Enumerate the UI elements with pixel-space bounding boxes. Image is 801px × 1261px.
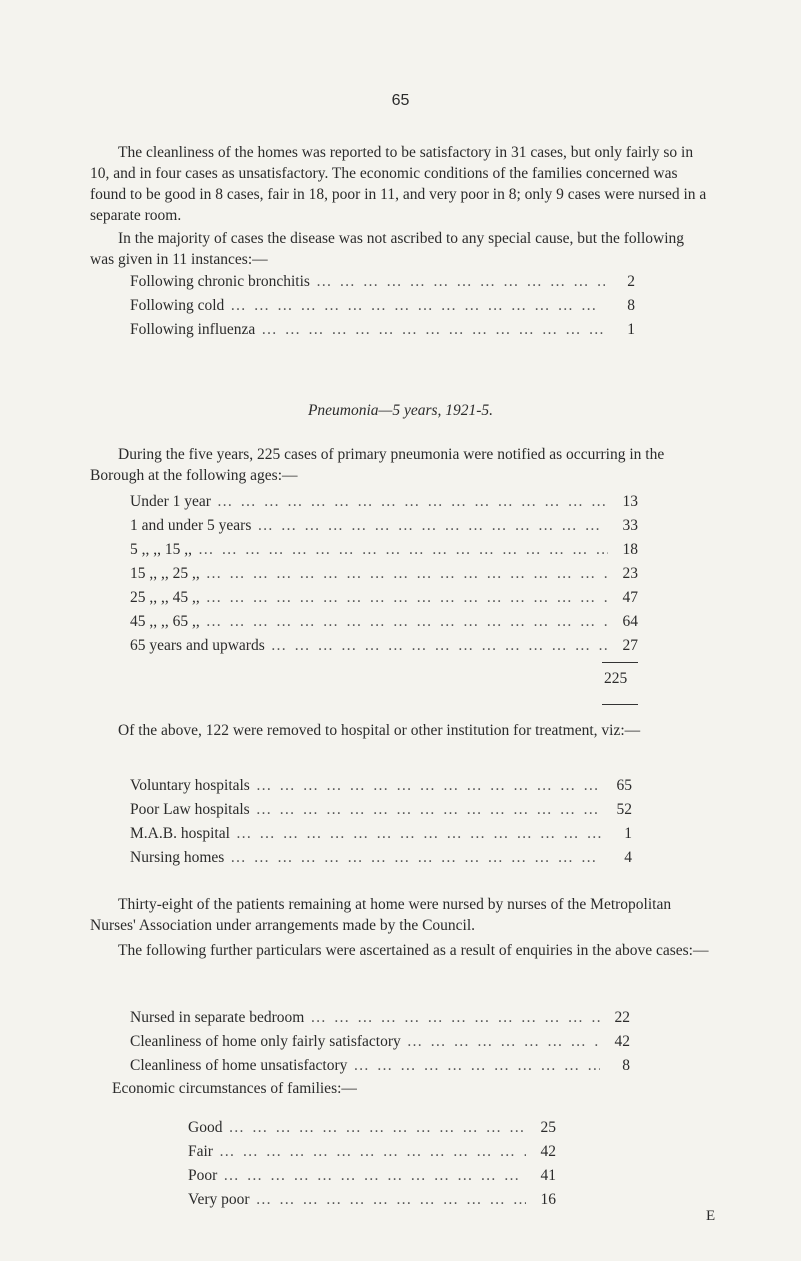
hospital-value: 52 (616, 801, 632, 818)
hospital-label: Poor Law hospitals (130, 801, 250, 818)
age-value: 23 (622, 565, 638, 582)
economic-row-value: 16 (540, 1191, 556, 1208)
particular-value: 8 (622, 1057, 630, 1074)
paragraph-removed (90, 720, 710, 741)
cause-row (130, 320, 635, 340)
paragraph-particulars (90, 940, 710, 961)
pneumonia-heading-text: Pneumonia—5 years, 1921-5. (307, 402, 494, 419)
economic-row (188, 1118, 556, 1138)
hospital-value: 4 (624, 849, 632, 866)
cause-value: 1 (627, 321, 635, 338)
age-row (130, 516, 638, 536)
particular-row (130, 1008, 630, 1028)
age-row (130, 612, 638, 632)
economic-label: Economic circumstances of families:— (112, 1080, 357, 1097)
economic-row-label: Poor (188, 1167, 218, 1184)
economic-row-value: 42 (540, 1143, 556, 1160)
cause-value: 2 (627, 273, 635, 290)
age-label: 5 ,, ,, 15 ,, (130, 541, 192, 558)
hospital-value: 1 (624, 825, 632, 842)
particular-label: Cleanliness of home unsatisfactory (130, 1057, 348, 1074)
economic-row-value: 41 (540, 1167, 556, 1184)
age-label: 1 and under 5 years (130, 517, 252, 534)
age-row (130, 636, 638, 656)
particular-label: Cleanliness of home only fairly satisfactory (130, 1033, 401, 1050)
total-rule-bottom (602, 704, 638, 705)
economic-row-label: Fair (188, 1143, 213, 1160)
cause-label: Following cold (130, 297, 225, 314)
age-label: Under 1 year (130, 493, 211, 510)
age-value: 47 (622, 589, 638, 606)
age-value: 33 (622, 517, 638, 534)
hospital-label: Nursing homes (130, 849, 225, 866)
paragraph-notified-text: During the five years, 225 cases of primary pneumonia were notified as occurring in the Borough at the following ages:— (90, 446, 665, 484)
economic-row (188, 1166, 556, 1186)
economic-row-label: Very poor (188, 1191, 250, 1208)
pneumonia-heading (0, 402, 801, 420)
age-row (130, 540, 638, 560)
particular-label: Nursed in separate bedroom (130, 1009, 305, 1026)
hospital-row (130, 848, 632, 868)
hospital-row (130, 776, 632, 796)
paragraph-nurses (90, 894, 710, 936)
age-label: 15 ,, ,, 25 ,, (130, 565, 200, 582)
paragraph-causes (90, 228, 710, 270)
economic-row (188, 1190, 556, 1210)
signature-mark: E (706, 1208, 716, 1224)
paragraph-causes-text: In the majority of cases the disease was not ascribed to any special cause, but the following was given in 11 instances:— (90, 230, 685, 268)
cause-value: 8 (627, 297, 635, 314)
particular-value: 22 (614, 1009, 630, 1026)
hospital-row (130, 800, 632, 820)
hospital-value: 65 (616, 777, 632, 794)
economic-row-label: Good (188, 1119, 223, 1136)
age-label: 65 years and upwards (130, 637, 265, 654)
age-row (130, 588, 638, 608)
ages-total: 225 (604, 670, 628, 687)
age-label: 25 ,, ,, 45 ,, (130, 589, 200, 606)
age-row (130, 492, 638, 512)
paragraph-cleanliness (90, 142, 710, 226)
paragraph-particulars-text: The following further particulars were ascertained as a result of enquiries in the above cases:— (118, 942, 709, 959)
hospital-label: Voluntary hospitals (130, 777, 250, 794)
economic-row (188, 1142, 556, 1162)
age-value: 18 (622, 541, 638, 558)
particular-row (130, 1056, 630, 1076)
paragraph-cleanliness-text: The cleanliness of the homes was reported to be satisfactory in 31 cases, but only fairly so in 10, and in four cases as unsatisfactory. The economic conditions of the families concerned was found to be good in 8 cases, fair in 18, poor in 11, and very poor in 8; only 9 cases were nursed in a separate room. (90, 144, 707, 224)
paragraph-removed-text: Of the above, 122 were removed to hospital or other institution for treatment, viz:— (118, 722, 641, 739)
age-label: 45 ,, ,, 65 ,, (130, 613, 200, 630)
age-value: 27 (622, 637, 638, 654)
age-row (130, 564, 638, 584)
paragraph-nurses-text: Thirty-eight of the patients remaining at home were nursed by nurses of the Metropolitan Nurses' Association under arrangements made by the Council. (90, 896, 672, 934)
economic-row-value: 25 (540, 1119, 556, 1136)
hospital-label: M.A.B. hospital (130, 825, 230, 842)
cause-label: Following influenza (130, 321, 256, 338)
total-rule-top (602, 662, 638, 663)
page-number: 65 (391, 92, 410, 109)
age-value: 64 (622, 613, 638, 630)
age-value: 13 (622, 493, 638, 510)
particular-row (130, 1032, 630, 1052)
cause-row (130, 272, 635, 292)
paragraph-notified (90, 444, 710, 486)
hospital-row (130, 824, 632, 844)
cause-row (130, 296, 635, 316)
cause-label: Following chronic bronchitis (130, 273, 310, 290)
particular-value: 42 (614, 1033, 630, 1050)
